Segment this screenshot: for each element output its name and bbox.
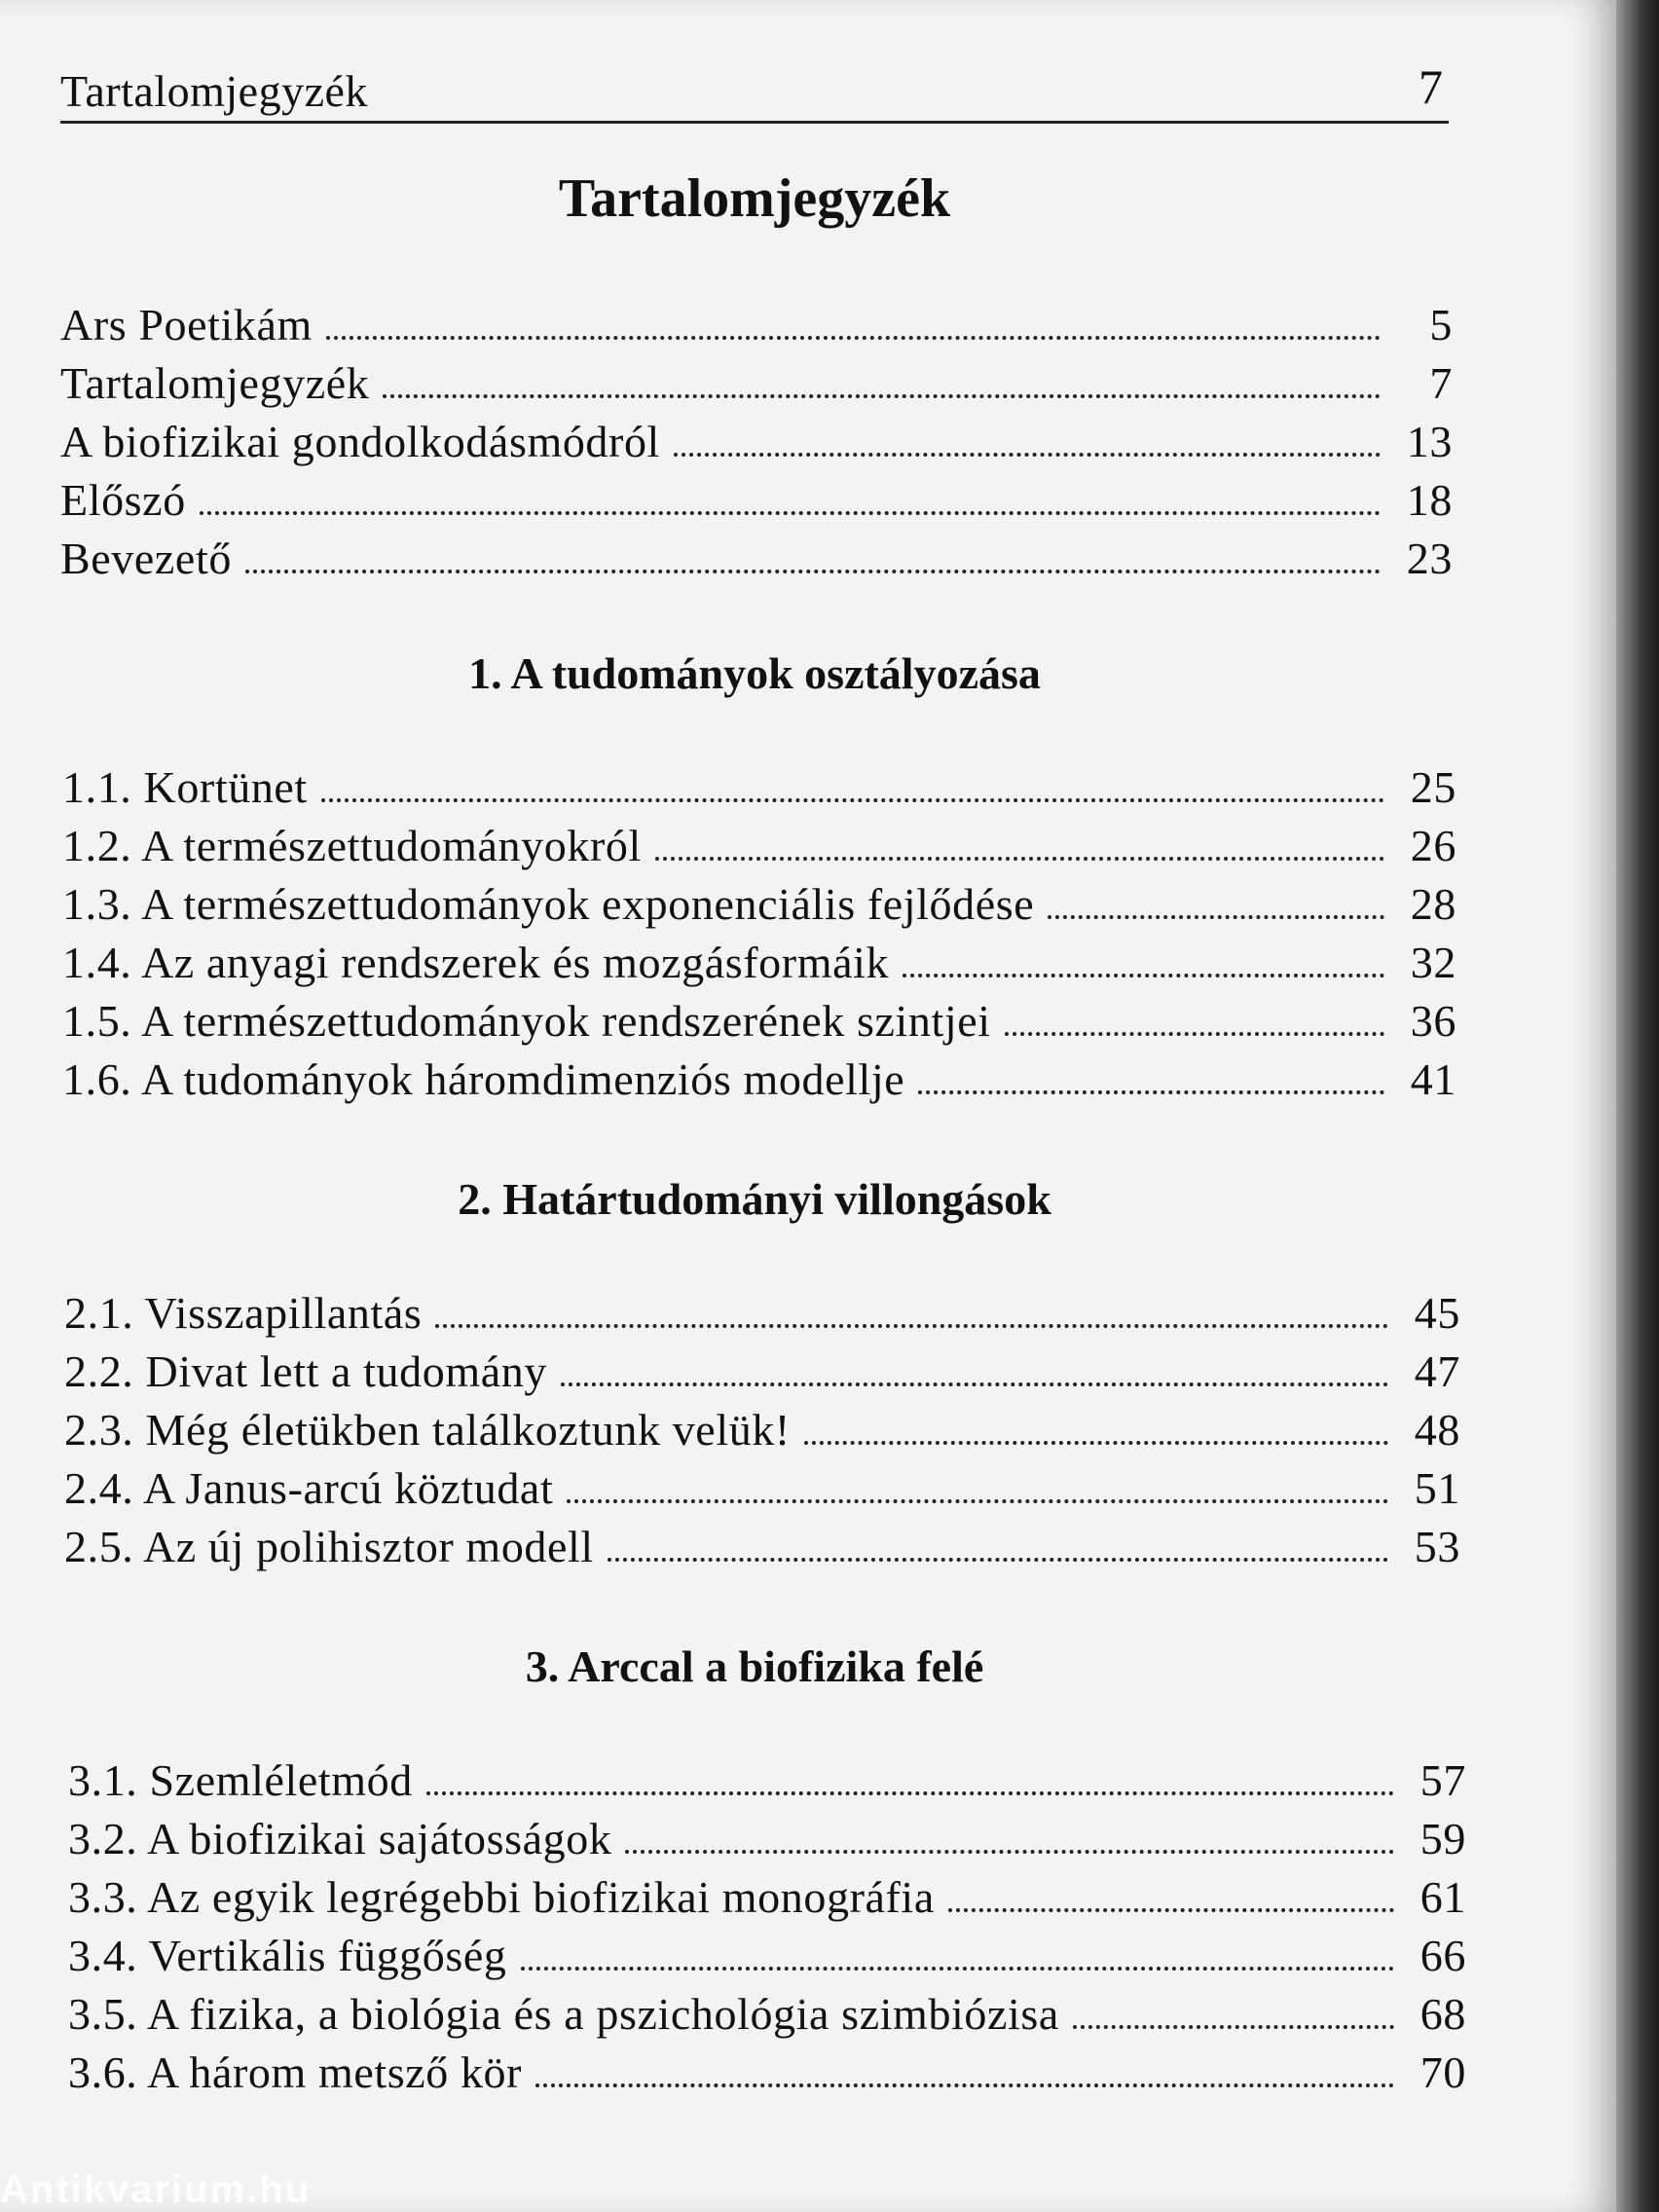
toc-entry [64, 1344, 1460, 1400]
toc-entry [68, 1869, 1466, 1926]
toc-entry [62, 876, 1456, 933]
watermark: Antikvarium.hu [0, 2168, 312, 2211]
toc-entry-page: 13 [1406, 417, 1453, 466]
toc-entry-label: 2.2. Divat lett a tudomány [64, 1346, 547, 1396]
toc-entry-page: 68 [1419, 1989, 1466, 2039]
toc-entry-label: 3.6. A három metsző kör [68, 2047, 523, 2097]
toc-entry-label: 1.5. A természettudományok rendszerének szintjei [62, 996, 991, 1046]
dot-leader [245, 533, 1381, 573]
running-header [60, 56, 1449, 124]
toc-entry [64, 1460, 1460, 1517]
toc-entry [62, 818, 1456, 874]
toc-entry-page: 48 [1414, 1405, 1460, 1455]
toc-entry-page: 28 [1410, 879, 1456, 929]
page-title: Tartalomjegyzék [558, 168, 951, 229]
toc-entry-label: Előszó [60, 475, 186, 525]
toc-entry [68, 1811, 1466, 1867]
toc-entry-page: 36 [1410, 996, 1456, 1046]
toc-entry-label: Bevezető [60, 534, 232, 583]
dot-leader [903, 937, 1384, 977]
toc-entry-page: 41 [1410, 1054, 1456, 1104]
toc-entry-label: 2.4. A Janus-arcú köztudat [64, 1463, 554, 1513]
toc-entry [62, 1051, 1456, 1108]
toc-entry [64, 1285, 1460, 1342]
toc-entry-label: A biofizikai gondolkodásmódról [60, 417, 660, 466]
dot-leader [383, 357, 1381, 398]
toc-entry [62, 935, 1456, 991]
dot-leader [535, 2046, 1394, 2087]
toc-entry [68, 2045, 1466, 2101]
toc-entry-page: 47 [1414, 1346, 1460, 1396]
dot-leader [435, 1287, 1388, 1328]
toc-entry-label: 2.1. Visszapillantás [64, 1288, 423, 1338]
toc-entry-page: 26 [1410, 821, 1456, 870]
dot-leader [918, 1053, 1384, 1094]
toc-entry [68, 1752, 1466, 1809]
dot-leader [948, 1871, 1394, 1912]
dot-leader [1073, 1988, 1394, 2029]
toc-entry [68, 1986, 1466, 2043]
section-heading: 1. A tudományok osztályozása [468, 648, 1041, 698]
running-header-title: Tartalomjegyzék [60, 66, 368, 116]
toc-entry-page: 7 [1429, 358, 1453, 408]
toc-entry-page: 23 [1406, 534, 1453, 583]
dot-leader [567, 1462, 1388, 1503]
toc-entry [62, 759, 1456, 816]
toc-entry-page: 57 [1419, 1755, 1466, 1805]
toc-entry-label: 3.5. A fizika, a biológia és a pszichológia szimbiózisa [68, 1989, 1059, 2039]
toc-entry-label: 1.4. Az anyagi rendszerek és mozgásformáik [62, 938, 890, 987]
dot-leader [608, 1521, 1388, 1562]
dot-leader [804, 1404, 1388, 1445]
running-header-page-number: 7 [1419, 59, 1443, 114]
section-heading: 3. Arccal a biofizika felé [525, 1641, 984, 1691]
toc-entry-label: 3.1. Szemléletmód [68, 1755, 413, 1805]
toc-entry-label: 1.3. A természettudományok exponenciális fejlődése [62, 879, 1035, 929]
dot-leader [321, 761, 1384, 802]
toc-entry-label: 1.2. A természettudományokról [62, 821, 642, 870]
section-heading: 2. Határtudományi villongások [458, 1174, 1051, 1224]
toc-entry [64, 1519, 1460, 1575]
toc-entry [62, 993, 1456, 1050]
toc-entry-page: 5 [1429, 300, 1453, 350]
toc-entry-label: 1.6. A tudományok háromdimenziós modellje [62, 1054, 905, 1104]
toc-entry-page: 53 [1414, 1522, 1460, 1571]
toc-entry-page: 61 [1419, 1872, 1466, 1922]
dot-leader [200, 474, 1381, 515]
toc-entry-page: 59 [1419, 1814, 1466, 1863]
dot-leader [1048, 878, 1384, 919]
dot-leader [561, 1346, 1388, 1386]
toc-entry-page: 25 [1410, 762, 1456, 812]
toc-entry-page: 51 [1414, 1463, 1460, 1513]
toc-entry-label: 1.1. Kortünet [62, 762, 308, 812]
toc-entry [68, 1928, 1466, 1984]
toc-entry-page: 18 [1406, 475, 1453, 525]
dot-leader [655, 820, 1384, 861]
book-spine-shadow [1616, 0, 1659, 2212]
toc-entry-label: 3.2. A biofizikai sajátosságok [68, 1814, 612, 1863]
toc-entry [60, 355, 1453, 412]
toc-entry [60, 472, 1453, 529]
toc-entry [60, 414, 1453, 470]
toc-entry-label: 2.3. Még életükben találkoztunk velük! [64, 1405, 791, 1455]
toc-entry-label: Tartalomjegyzék [60, 358, 370, 408]
dot-leader [426, 1754, 1394, 1795]
toc-entry-page: 45 [1414, 1288, 1460, 1338]
toc-entry-label: Ars Poetikám [60, 300, 313, 350]
toc-entry-page: 66 [1419, 1931, 1466, 1980]
toc-entry-label: 3.4. Vertikális függőség [68, 1931, 507, 1980]
dot-leader [326, 299, 1381, 340]
toc-entry-page: 32 [1410, 938, 1456, 987]
toc-entry-label: 2.5. Az új polihisztor modell [64, 1522, 594, 1571]
toc-entry [60, 297, 1453, 353]
dot-leader [674, 416, 1381, 457]
dot-leader [1005, 995, 1384, 1036]
toc-entry-label: 3.3. Az egyik legrégebbi biofizikai monográfia [68, 1872, 935, 1922]
toc-entry [60, 531, 1453, 587]
dot-leader [625, 1813, 1394, 1854]
toc-entry [64, 1402, 1460, 1458]
toc-entry-page: 70 [1419, 2047, 1466, 2097]
dot-leader [521, 1930, 1394, 1971]
